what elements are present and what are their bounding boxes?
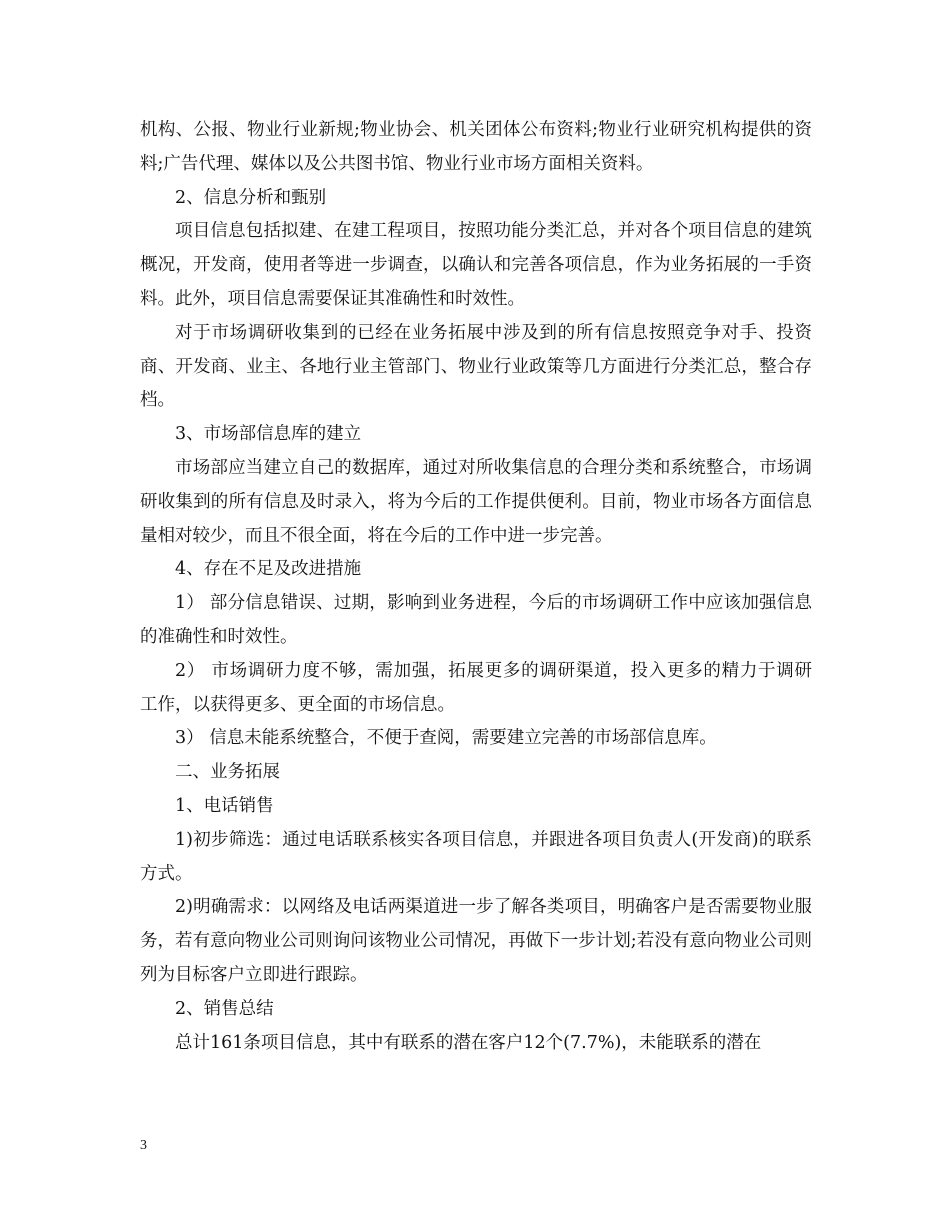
heading-phone-sales: 1、电话销售 (175, 795, 274, 816)
heading-shortcomings: 4、存在不足及改进措施 (175, 559, 362, 580)
heading-info-analysis: 2、信息分析和甄别 (175, 187, 327, 208)
paragraph-shortcoming-1: 1） 部分信息错误、过期，影响到业务进程，今后的市场调研工作中应该加强信息的准确性和时效性。 (140, 593, 812, 647)
paragraph-project-info: 项目信息包括拟建、在建工程项目，按照功能分类汇总，并对各个项目信息的建筑概况，开发商，使用者等进一步调查，以确认和完善各项信息，作为业务拓展的一手资料。此外，项目信息需要保证其准确性和时效性。 (140, 221, 812, 309)
heading-database: 3、市场部信息库的建立 (175, 424, 362, 445)
paragraph-market-research: 对于市场调研收集到的已经在业务拓展中涉及到的所有信息按照竞争对手、投资商、开发商、业主、各地行业主管部门、物业行业政策等几方面进行分类汇总，整合存档。 (140, 322, 812, 411)
paragraph-shortcoming-3: 3） 信息未能系统整合，不便于查阅，需要建立完善的市场部信息库。 (175, 728, 717, 749)
paragraph-needs: 2)明确需求：以网络及电话两渠道进一步了解各类项目，明确客户是否需要物业服务，若有意向物业公司则询问该物业公司情况，再做下一步计划;若没有意向物业公司则列为目标客户立即进行跟踪。 (140, 897, 812, 985)
heading-business: 二、业务拓展 (175, 762, 280, 783)
paragraph-screening: 1)初步筛选：通过电话联系核实各项目信息，并跟进各项目负责人(开发商)的联系方式。 (140, 829, 812, 884)
paragraph-database: 市场部应当建立自己的数据库，通过对所收集信息的合理分类和系统整合，市场调研收集到的所有信息及时录入，将为今后的工作提供便利。目前，物业市场各方面信息量相对较少，而且不很全面，将在今后的工作中进一步完善。 (140, 457, 812, 546)
heading-sales-summary: 2、销售总结 (175, 998, 274, 1019)
paragraph-shortcoming-2: 2） 市场调研力度不够，需加强，拓展更多的调研渠道，投入更多的精力于调研 工作，以获得更多、更全面的市场信息。 (140, 660, 824, 715)
paragraph-continued: 机构、公报、物业行业新规;物业协会、机关团体公布资料;物业行业研究机构提供的资料;广告代理、媒体以及公共图书馆、物业行业市场方面相关资料。 (140, 120, 812, 174)
page-number: 3 (140, 1138, 147, 1153)
paragraph-sales-summary: 总计161条项目信息，其中有联系的潜在客户12个(7.7%)，未能联系的潜在 (175, 1032, 762, 1053)
document-body (140, 114, 824, 1060)
